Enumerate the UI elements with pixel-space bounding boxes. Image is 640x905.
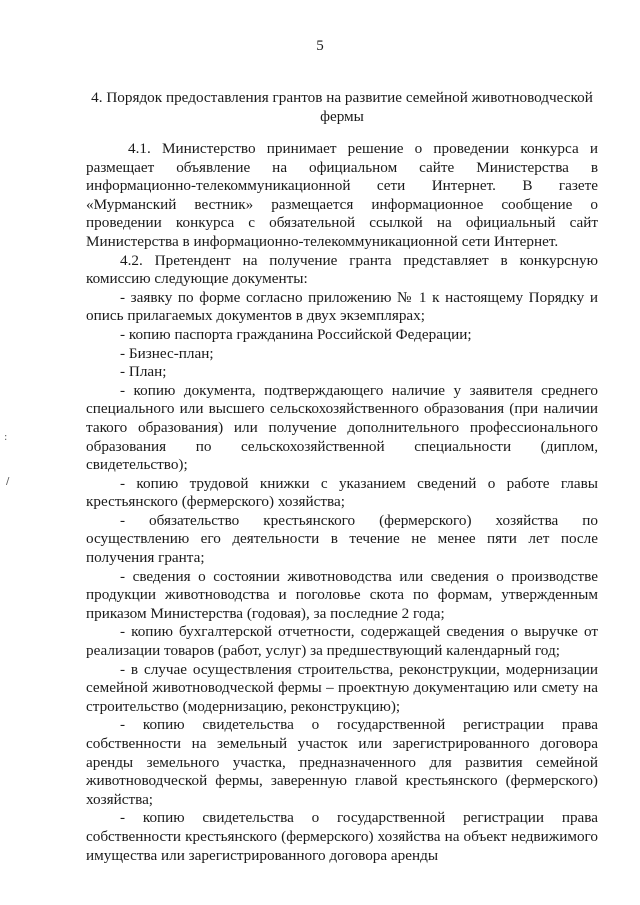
list-item: - копию бухгалтерской отчетности, содержащей сведения о выручке от реализации товаров (работ, услуг) за предшествующий календарный год; [86,623,598,660]
document-body [86,140,598,865]
list-item: - План; [120,363,167,381]
list-item: - заявку по форме согласно приложению № 1 к настоящему Порядку и опись прилагаемых документов в двух экземплярах; [86,288,598,325]
page-number: 5 [316,38,324,54]
list-item: - обязательство крестьянского (фермерского) хозяйства по осуществлению его деятельности в течение не менее пяти лет после получения гранта; [86,511,598,567]
section-heading: 4. Порядок предоставления грантов на развитие семейной животноводческой фермы [91,89,593,125]
list-item: - копию трудовой книжки с указанием сведений о работе главы крестьянского (фермерского) хозяйства; [86,474,598,511]
scan-mark: : [4,432,8,443]
list-item: - сведения о состоянии животноводства или сведения о производстве продукции животноводства и поголовье скота по формам, утвержденным приказом Министерства (годовая), за последние 2 года; [86,567,598,622]
list-item: - в случае осуществления строительства, реконструкции, модернизации семейной животноводческой фермы – проектную документацию или смету на строительство (модернизацию, реконструкцию); [86,660,598,715]
list-item: - копию паспорта гражданина Российской Федерации; [120,325,472,343]
list-item: - копию свидетельства о государственной регистрации права собственности на земельный участок или зарегистрированного договора аренды земельного участка, предназначенного для развития семейной животноводческой фермы, заверенную главой крестьянского (фермерского) хозяйства; [86,716,598,808]
list-item: - копию документа, подтверждающего наличие у заявителя среднего специального или высшего сельскохозяйственного образования (при наличии такого образования) или получение дополнительного профессионального образования по сельскохозяйственной специальности (диплом, свидетельство); [86,381,598,474]
list-item: - копию свидетельства о государственной регистрации права собственности крестьянского (фермерского) хозяйства на объект недвижимого имущества или зарегистрированного договора аренды [86,809,598,864]
list-item: - Бизнес-план; [120,344,214,362]
paragraph-4-1: 4.1. Министерство принимает решение о проведении конкурса и размещает объявление на официальном сайте Министерства в информационно-телекоммуникационной сети Интернет. В газете «Мурманский вестник» размещается информационное сообщение о проведении конкурса с обязательной ссылкой на официальный сайт Министерства в информационно-телекоммуникационной сети Интернет. [86,140,598,250]
scan-mark: / [6,476,10,487]
paragraph-4-2: 4.2. Претендент на получение гранта представляет в конкурсную комиссию следующие документы: [86,251,598,288]
